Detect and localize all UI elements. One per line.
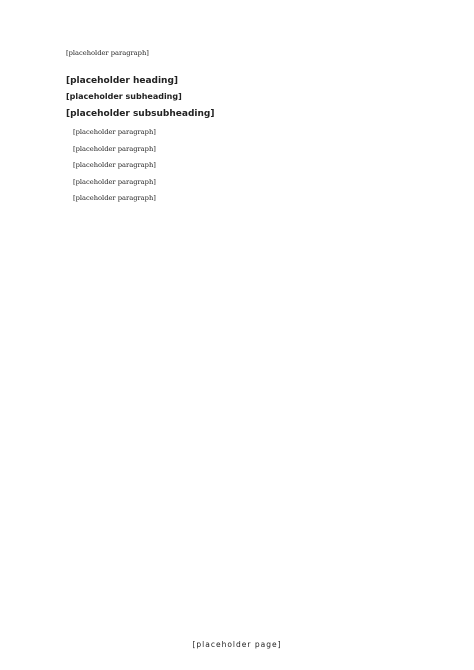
subsubsection-heading: [placeholder subsubheading]: [66, 109, 215, 120]
body-paragraph-4: [placeholder paragraph]: [73, 177, 156, 186]
body-paragraph-5: [placeholder paragraph]: [73, 194, 156, 203]
body-paragraph-3: [placeholder paragraph]: [73, 161, 156, 170]
intro-paragraph: [placeholder paragraph]: [66, 49, 149, 57]
body-paragraph-2: [placeholder paragraph]: [73, 144, 156, 153]
page-number: [placeholder page]: [192, 640, 282, 649]
subsection-heading: [placeholder subheading]: [66, 92, 182, 102]
spacer: [66, 60, 408, 74]
body-paragraph-1: [placeholder paragraph]: [73, 128, 156, 137]
section-heading: [placeholder heading]: [66, 76, 179, 87]
